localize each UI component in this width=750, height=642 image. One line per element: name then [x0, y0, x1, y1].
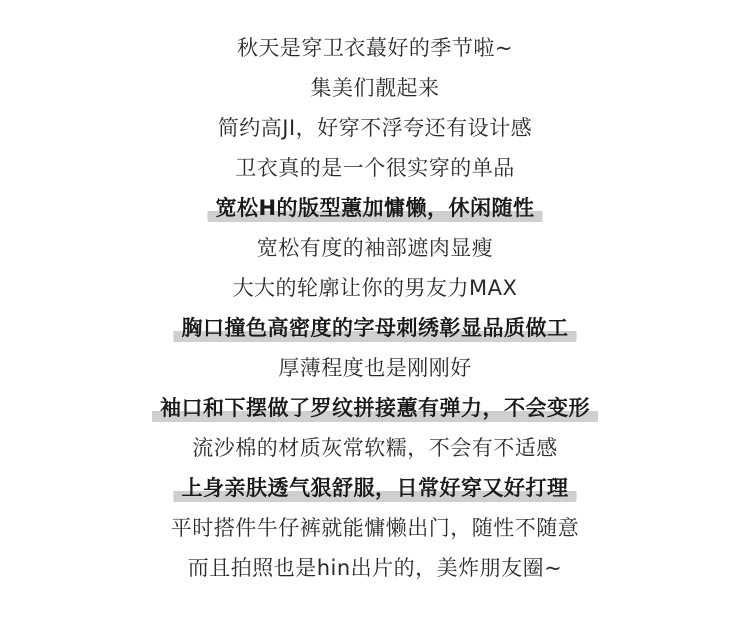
text-line: 厚薄程度也是刚刚好 — [278, 356, 472, 380]
text-line: 宽松有度的袖部遮肉显瘦 — [256, 236, 494, 260]
text-line: 流沙棉的材质灰常软糯，不会有不适感 — [192, 436, 558, 460]
highlighted-text-line: 上身亲肤透气狠舒服，日常好穿又好打理 — [0, 473, 750, 503]
highlighted-text-line: 袖口和下摆做了罗纹拼接蕙有弹力，不会变形 — [0, 393, 750, 423]
text-line: 卫衣真的是一个很实穿的单品 — [235, 156, 515, 180]
text-line: 大大的轮廓让你的男友力MAX — [232, 276, 518, 300]
text-line: 集美们靓起来 — [310, 76, 440, 100]
highlighted-text-line: 宽松H的版型蕙加慵懒，休闲随性 — [0, 193, 750, 223]
text-line: 而且拍照也是hin出片的，美炸朋友圈~ — [187, 556, 563, 580]
text-line: 简约高JI，好穿不浮夸还有设计感 — [217, 116, 533, 140]
text-line: 秋天是穿卫衣蕞好的季节啦~ — [236, 36, 514, 60]
text-line: 平时搭件牛仔裤就能慵懒出门，随性不随意 — [170, 516, 580, 540]
highlighted-text-line: 胸口撞色高密度的字母刺绣彰显品质做工 — [0, 313, 750, 343]
